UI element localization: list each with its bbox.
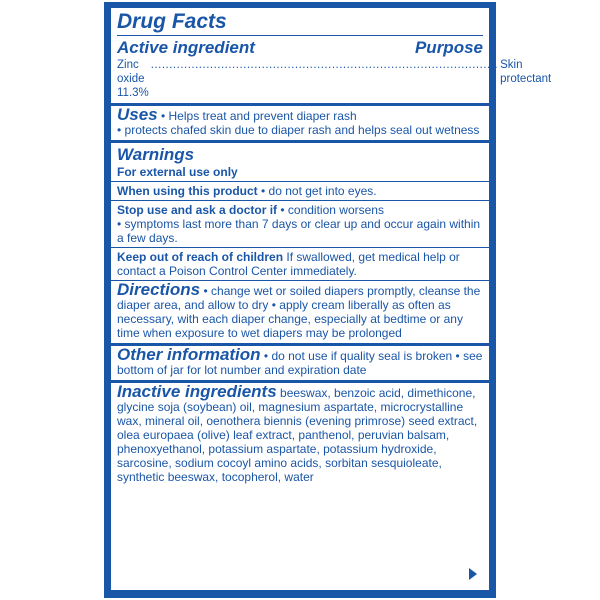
drug-facts-title: Drug Facts [117, 10, 227, 33]
other-info-box [111, 346, 489, 380]
active-ingredient-row [117, 58, 552, 100]
warnings-divider-1 [111, 181, 489, 182]
directions-heading: Directions [117, 280, 201, 299]
warnings-divider-3 [111, 247, 489, 248]
title-divider [117, 35, 483, 36]
inactive-ingredients-section [117, 382, 483, 484]
external-use-text: For external use only [117, 165, 238, 179]
purpose-heading: Purpose [414, 38, 483, 57]
active-ingredient-heading: Active ingredient [117, 38, 255, 57]
warnings-box [111, 143, 489, 343]
active-ingredient-purpose: Skin protectant [500, 59, 552, 85]
directions-section [117, 280, 483, 340]
other-info-section [117, 345, 483, 377]
stop-use-symptoms: • symptoms last more than 7 days or clear up and occur again within a few days. [117, 217, 481, 245]
inactive-ingredients-text: beeswax, benzoic acid, dimethicone, glycine soja (soybean) oil, magnesium aspartate, microcrystalline wax, mineral oil, oenothera biennis (evening primrose) seed extract, olea europaea (olive) leaf extract, panthenol, peruvian balsam, phenoxyethanol, potassium aspartate, potassium hydroxide, sarcosine, sodium cocoyl amino acids, sorbitan sesquioleate, synthetic beeswax, tocopherol, water [117, 386, 478, 484]
inactive-ingredients-box [111, 383, 489, 590]
other-info-text: • do not use if quality seal is broken • see bottom of jar for lot number and expiration date [117, 349, 483, 377]
uses-line-2: • protects chafed skin due to diaper rash and helps seal out wetness [117, 123, 480, 137]
active-ingredient-header [117, 38, 483, 58]
stop-use-line: Stop use and ask a doctor if • condition worsens [117, 203, 384, 217]
other-info-heading: Other information [117, 345, 261, 364]
when-using-line: When using this product • do not get into eyes. [117, 184, 377, 198]
warnings-heading: Warnings [117, 145, 195, 164]
dot-leader: .............................................................................................. [150, 59, 499, 71]
inactive-ingredients-heading: Inactive ingredients [117, 382, 277, 401]
drug-facts-header-box [111, 8, 552, 103]
children-warning: Keep out of reach of children If swallowed, get medical help or contact a Poison Control Center immediately. [117, 250, 460, 278]
drug-facts-panel [104, 2, 552, 598]
directions-text: • change wet or soiled diapers promptly, cleanse the diaper area, and allow to dry • apply cream liberally as often as necessary, with each diaper change, especially at bedtime or any time when exposure to wet diapers may be prolonged [117, 284, 481, 340]
uses-heading: Uses [117, 105, 158, 124]
uses-line-1: Uses • Helps treat and prevent diaper rash [117, 105, 357, 124]
continue-arrow-icon [469, 568, 477, 580]
uses-box [111, 106, 489, 140]
warnings-divider-2 [111, 200, 489, 201]
active-ingredient-name: Zinc oxide 11.3% [117, 59, 149, 99]
